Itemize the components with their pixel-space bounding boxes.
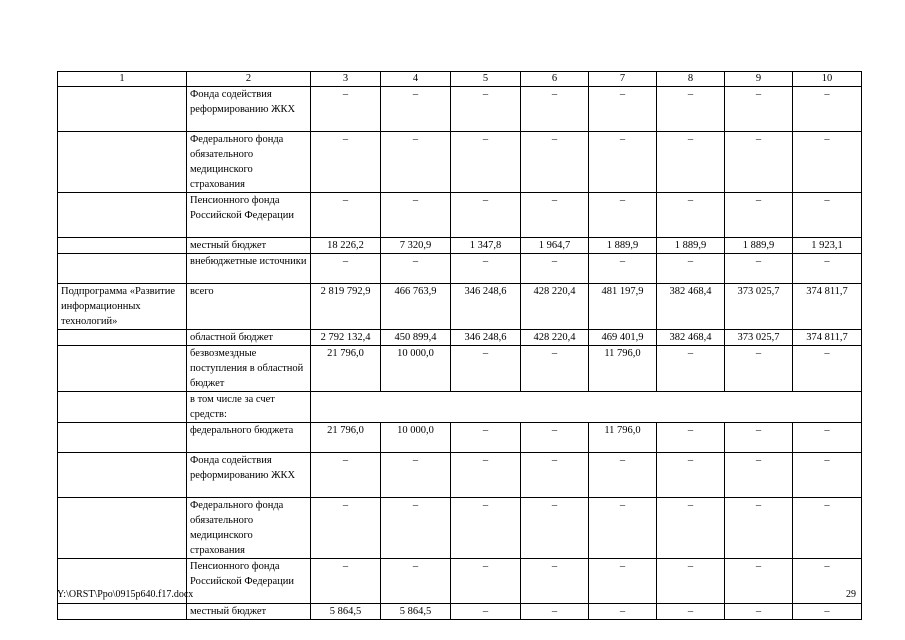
value-cell: – bbox=[381, 87, 451, 132]
value-cell: 450 899,4 bbox=[381, 330, 451, 346]
value-cell: 382 468,4 bbox=[657, 330, 725, 346]
value-cell: – bbox=[311, 498, 381, 559]
value-cell: – bbox=[381, 559, 451, 604]
value-cell: – bbox=[589, 498, 657, 559]
document-path: Y:\ORST\Ppo\0915p640.f17.docx bbox=[57, 589, 194, 600]
row-label: Пенсионного фонда Российской Федерации bbox=[187, 559, 311, 604]
table-row bbox=[58, 392, 862, 423]
value-cell: – bbox=[521, 604, 589, 620]
group-cell bbox=[58, 423, 187, 453]
value-cell: – bbox=[589, 559, 657, 604]
group-cell bbox=[58, 392, 187, 423]
group-cell bbox=[58, 604, 187, 620]
value-cell: – bbox=[521, 453, 589, 498]
group-cell bbox=[58, 238, 187, 254]
value-cell: – bbox=[725, 604, 793, 620]
value-cell: – bbox=[657, 87, 725, 132]
value-cell: – bbox=[793, 453, 862, 498]
value-cell: – bbox=[311, 254, 381, 284]
value-cell: 11 796,0 bbox=[589, 423, 657, 453]
value-cell: 21 796,0 bbox=[311, 423, 381, 453]
value-cell: – bbox=[589, 254, 657, 284]
value-cell: – bbox=[311, 87, 381, 132]
value-cell: – bbox=[657, 453, 725, 498]
value-cell: – bbox=[381, 132, 451, 193]
value-cell: – bbox=[311, 453, 381, 498]
value-cell: – bbox=[589, 604, 657, 620]
page-number: 29 bbox=[846, 589, 856, 600]
value-cell: – bbox=[657, 346, 725, 392]
table-row bbox=[58, 604, 862, 620]
value-cell: – bbox=[793, 87, 862, 132]
value-cell: 1 347,8 bbox=[451, 238, 521, 254]
value-cell: – bbox=[725, 498, 793, 559]
value-cell: – bbox=[725, 559, 793, 604]
value-cell: – bbox=[521, 193, 589, 238]
header-cell: 9 bbox=[725, 72, 793, 87]
value-cell: – bbox=[725, 453, 793, 498]
value-cell: – bbox=[451, 453, 521, 498]
header-cell: 6 bbox=[521, 72, 589, 87]
header-cell: 10 bbox=[793, 72, 862, 87]
value-cell: – bbox=[725, 193, 793, 238]
value-cell: – bbox=[793, 498, 862, 559]
table-row bbox=[58, 284, 862, 330]
table-row bbox=[58, 254, 862, 284]
header-cell: 8 bbox=[657, 72, 725, 87]
group-cell bbox=[58, 87, 187, 132]
value-cell: – bbox=[451, 254, 521, 284]
value-cell: – bbox=[657, 132, 725, 193]
value-cell: – bbox=[589, 193, 657, 238]
table-row bbox=[58, 346, 862, 392]
value-cell: – bbox=[381, 193, 451, 238]
value-cell: 1 889,9 bbox=[725, 238, 793, 254]
value-cell: – bbox=[451, 132, 521, 193]
value-cell: 373 025,7 bbox=[725, 284, 793, 330]
row-label: Пенсионного фонда Российской Федерации bbox=[187, 193, 311, 238]
value-cell: – bbox=[793, 423, 862, 453]
value-cell: 469 401,9 bbox=[589, 330, 657, 346]
value-cell: 373 025,7 bbox=[725, 330, 793, 346]
empty-span-cell bbox=[311, 392, 862, 423]
value-cell: – bbox=[793, 559, 862, 604]
table-row bbox=[58, 330, 862, 346]
table-row bbox=[58, 238, 862, 254]
row-label: Федерального фонда обязательного медицинского страхования bbox=[187, 498, 311, 559]
value-cell: – bbox=[793, 193, 862, 238]
row-label: всего bbox=[187, 284, 311, 330]
value-cell: 1 889,9 bbox=[657, 238, 725, 254]
value-cell: 481 197,9 bbox=[589, 284, 657, 330]
value-cell: 346 248,6 bbox=[451, 284, 521, 330]
header-cell: 1 bbox=[58, 72, 187, 87]
value-cell: 2 819 792,9 bbox=[311, 284, 381, 330]
header-cell: 2 bbox=[187, 72, 311, 87]
value-cell: – bbox=[521, 132, 589, 193]
table-row bbox=[58, 423, 862, 453]
row-label: в том числе за счет средств: bbox=[187, 392, 311, 423]
header-cell: 7 bbox=[589, 72, 657, 87]
value-cell: 10 000,0 bbox=[381, 423, 451, 453]
value-cell: 21 796,0 bbox=[311, 346, 381, 392]
value-cell: – bbox=[657, 193, 725, 238]
value-cell: 466 763,9 bbox=[381, 284, 451, 330]
group-cell bbox=[58, 193, 187, 238]
table-row bbox=[58, 193, 862, 238]
value-cell: 428 220,4 bbox=[521, 330, 589, 346]
row-label: местный бюджет bbox=[187, 604, 311, 620]
value-cell: 10 000,0 bbox=[381, 346, 451, 392]
header-cell: 4 bbox=[381, 72, 451, 87]
value-cell: – bbox=[521, 559, 589, 604]
value-cell: – bbox=[381, 498, 451, 559]
group-cell bbox=[58, 453, 187, 498]
value-cell: – bbox=[381, 254, 451, 284]
value-cell: 374 811,7 bbox=[793, 330, 862, 346]
value-cell: 428 220,4 bbox=[521, 284, 589, 330]
value-cell: – bbox=[451, 193, 521, 238]
group-cell bbox=[58, 346, 187, 392]
row-label: областной бюджет bbox=[187, 330, 311, 346]
value-cell: – bbox=[725, 132, 793, 193]
group-cell: Подпрограмма «Развитие информационных технологий» bbox=[58, 284, 187, 330]
value-cell: – bbox=[657, 254, 725, 284]
value-cell: – bbox=[451, 559, 521, 604]
value-cell: – bbox=[521, 423, 589, 453]
header-cell: 5 bbox=[451, 72, 521, 87]
value-cell: – bbox=[589, 132, 657, 193]
value-cell: – bbox=[381, 453, 451, 498]
group-cell bbox=[58, 498, 187, 559]
value-cell: – bbox=[521, 254, 589, 284]
value-cell: 382 468,4 bbox=[657, 284, 725, 330]
group-cell bbox=[58, 330, 187, 346]
value-cell: 1 964,7 bbox=[521, 238, 589, 254]
value-cell: – bbox=[589, 87, 657, 132]
row-label: федерального бюджета bbox=[187, 423, 311, 453]
value-cell: – bbox=[793, 604, 862, 620]
value-cell: – bbox=[451, 423, 521, 453]
value-cell: 11 796,0 bbox=[589, 346, 657, 392]
value-cell: 2 792 132,4 bbox=[311, 330, 381, 346]
value-cell: 5 864,5 bbox=[381, 604, 451, 620]
table-row bbox=[58, 453, 862, 498]
value-cell: – bbox=[657, 423, 725, 453]
value-cell: 5 864,5 bbox=[311, 604, 381, 620]
group-cell bbox=[58, 254, 187, 284]
table-row bbox=[58, 498, 862, 559]
value-cell: – bbox=[311, 132, 381, 193]
value-cell: – bbox=[725, 423, 793, 453]
row-label: местный бюджет bbox=[187, 238, 311, 254]
value-cell: – bbox=[521, 346, 589, 392]
table-row bbox=[58, 132, 862, 193]
value-cell: – bbox=[793, 132, 862, 193]
value-cell: – bbox=[657, 498, 725, 559]
value-cell: 346 248,6 bbox=[451, 330, 521, 346]
row-label: Фонда содействия реформированию ЖКХ bbox=[187, 453, 311, 498]
value-cell: – bbox=[725, 346, 793, 392]
value-cell: 18 226,2 bbox=[311, 238, 381, 254]
value-cell: – bbox=[657, 604, 725, 620]
value-cell: – bbox=[451, 87, 521, 132]
table-row bbox=[58, 87, 862, 132]
header-cell: 3 bbox=[311, 72, 381, 87]
value-cell: 1 889,9 bbox=[589, 238, 657, 254]
row-label: безвозмездные поступления в областной бюджет bbox=[187, 346, 311, 392]
value-cell: – bbox=[793, 346, 862, 392]
budget-table bbox=[57, 71, 862, 620]
value-cell: 7 320,9 bbox=[381, 238, 451, 254]
group-cell bbox=[58, 132, 187, 193]
value-cell: – bbox=[793, 254, 862, 284]
row-label: Фонда содействия реформированию ЖКХ bbox=[187, 87, 311, 132]
row-label: внебюджетные источники bbox=[187, 254, 311, 284]
value-cell: – bbox=[589, 453, 657, 498]
value-cell: – bbox=[451, 604, 521, 620]
value-cell: 1 923,1 bbox=[793, 238, 862, 254]
value-cell: 374 811,7 bbox=[793, 284, 862, 330]
value-cell: – bbox=[451, 346, 521, 392]
value-cell: – bbox=[725, 254, 793, 284]
value-cell: – bbox=[451, 498, 521, 559]
row-label: Федерального фонда обязательного медицинского страхования bbox=[187, 132, 311, 193]
value-cell: – bbox=[521, 87, 589, 132]
value-cell: – bbox=[725, 87, 793, 132]
header-row bbox=[58, 72, 862, 87]
value-cell: – bbox=[657, 559, 725, 604]
value-cell: – bbox=[311, 193, 381, 238]
value-cell: – bbox=[521, 498, 589, 559]
value-cell: – bbox=[311, 559, 381, 604]
